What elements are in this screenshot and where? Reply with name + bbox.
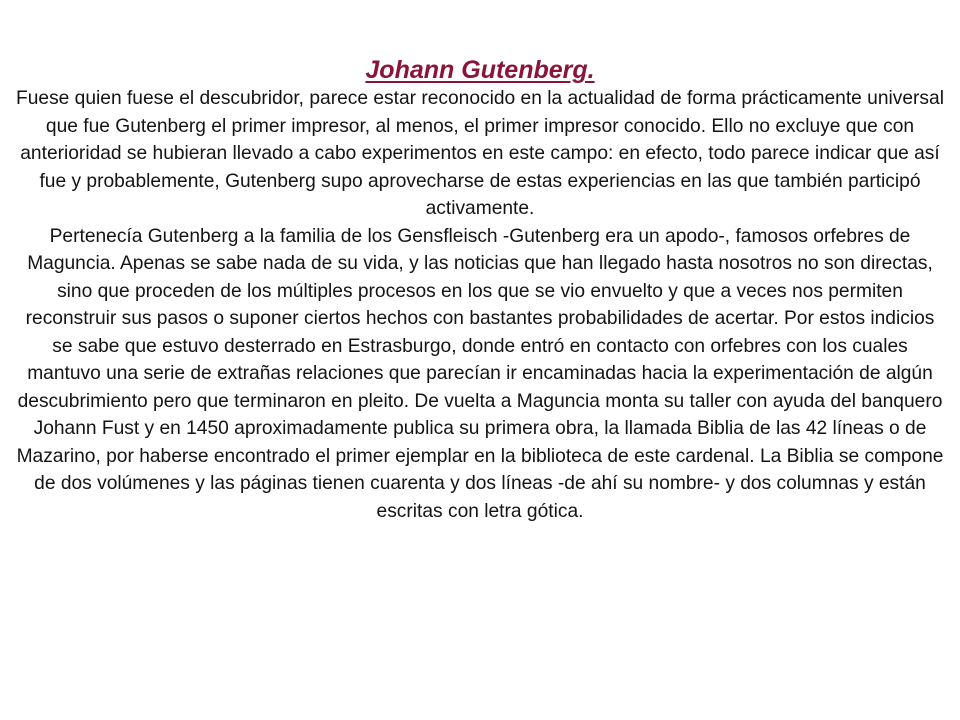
page-title: Johann Gutenberg. [365,56,595,84]
paragraph-intro: Fuese quien fuese el descubridor, parece estar reconocido en la actualidad de forma prácticamente universal que fue Gutenberg el primer impresor, al menos, el primer impresor conocido. Ello no excluye que con anterioridad se hubieran llevado a cabo experimentos en este campo: en efecto, todo parece indicar que así fue y probablemente, Gutenberg supo aprovecharse de estas experiencias en las que también participó activamente. [16,88,944,219]
text-content [14,55,946,525]
paragraph-biography: Pertenecía Gutenberg a la familia de los Gensfleisch -Gutenberg era un apodo-, famosos orfebres de Maguncia. Apenas se sabe nada de su vida, y las noticias que han llegado hasta nosotros no son directas, sino que proceden de los múltiples procesos en los que se vio envuelto y que a veces nos permiten reconstruir sus pasos o suponer ciertos hechos con bastantes probabilidades de acertar. Por estos indicios se sabe que estuvo desterrado en Estrasburgo, donde entró en contacto con orfebres con los cuales mantuvo una serie de extrañas relaciones que parecían ir encaminadas hacia la experimentación de algún descubrimiento pero que terminaron en pleito. De vuelta a Maguncia monta su taller con ayuda del banquero Johann Fust y en 1450 aproximadamente publica su primera obra, la llamada Biblia de las 42 líneas o de Mazarino, por haberse encontrado el primer ejemplar en la biblioteca de este cardenal. La Biblia se compone de dos volúmenes y las páginas tienen cuarenta y dos líneas -de ahí su nombre- y dos columnas y están escritas con letra gótica. [16,225,944,522]
